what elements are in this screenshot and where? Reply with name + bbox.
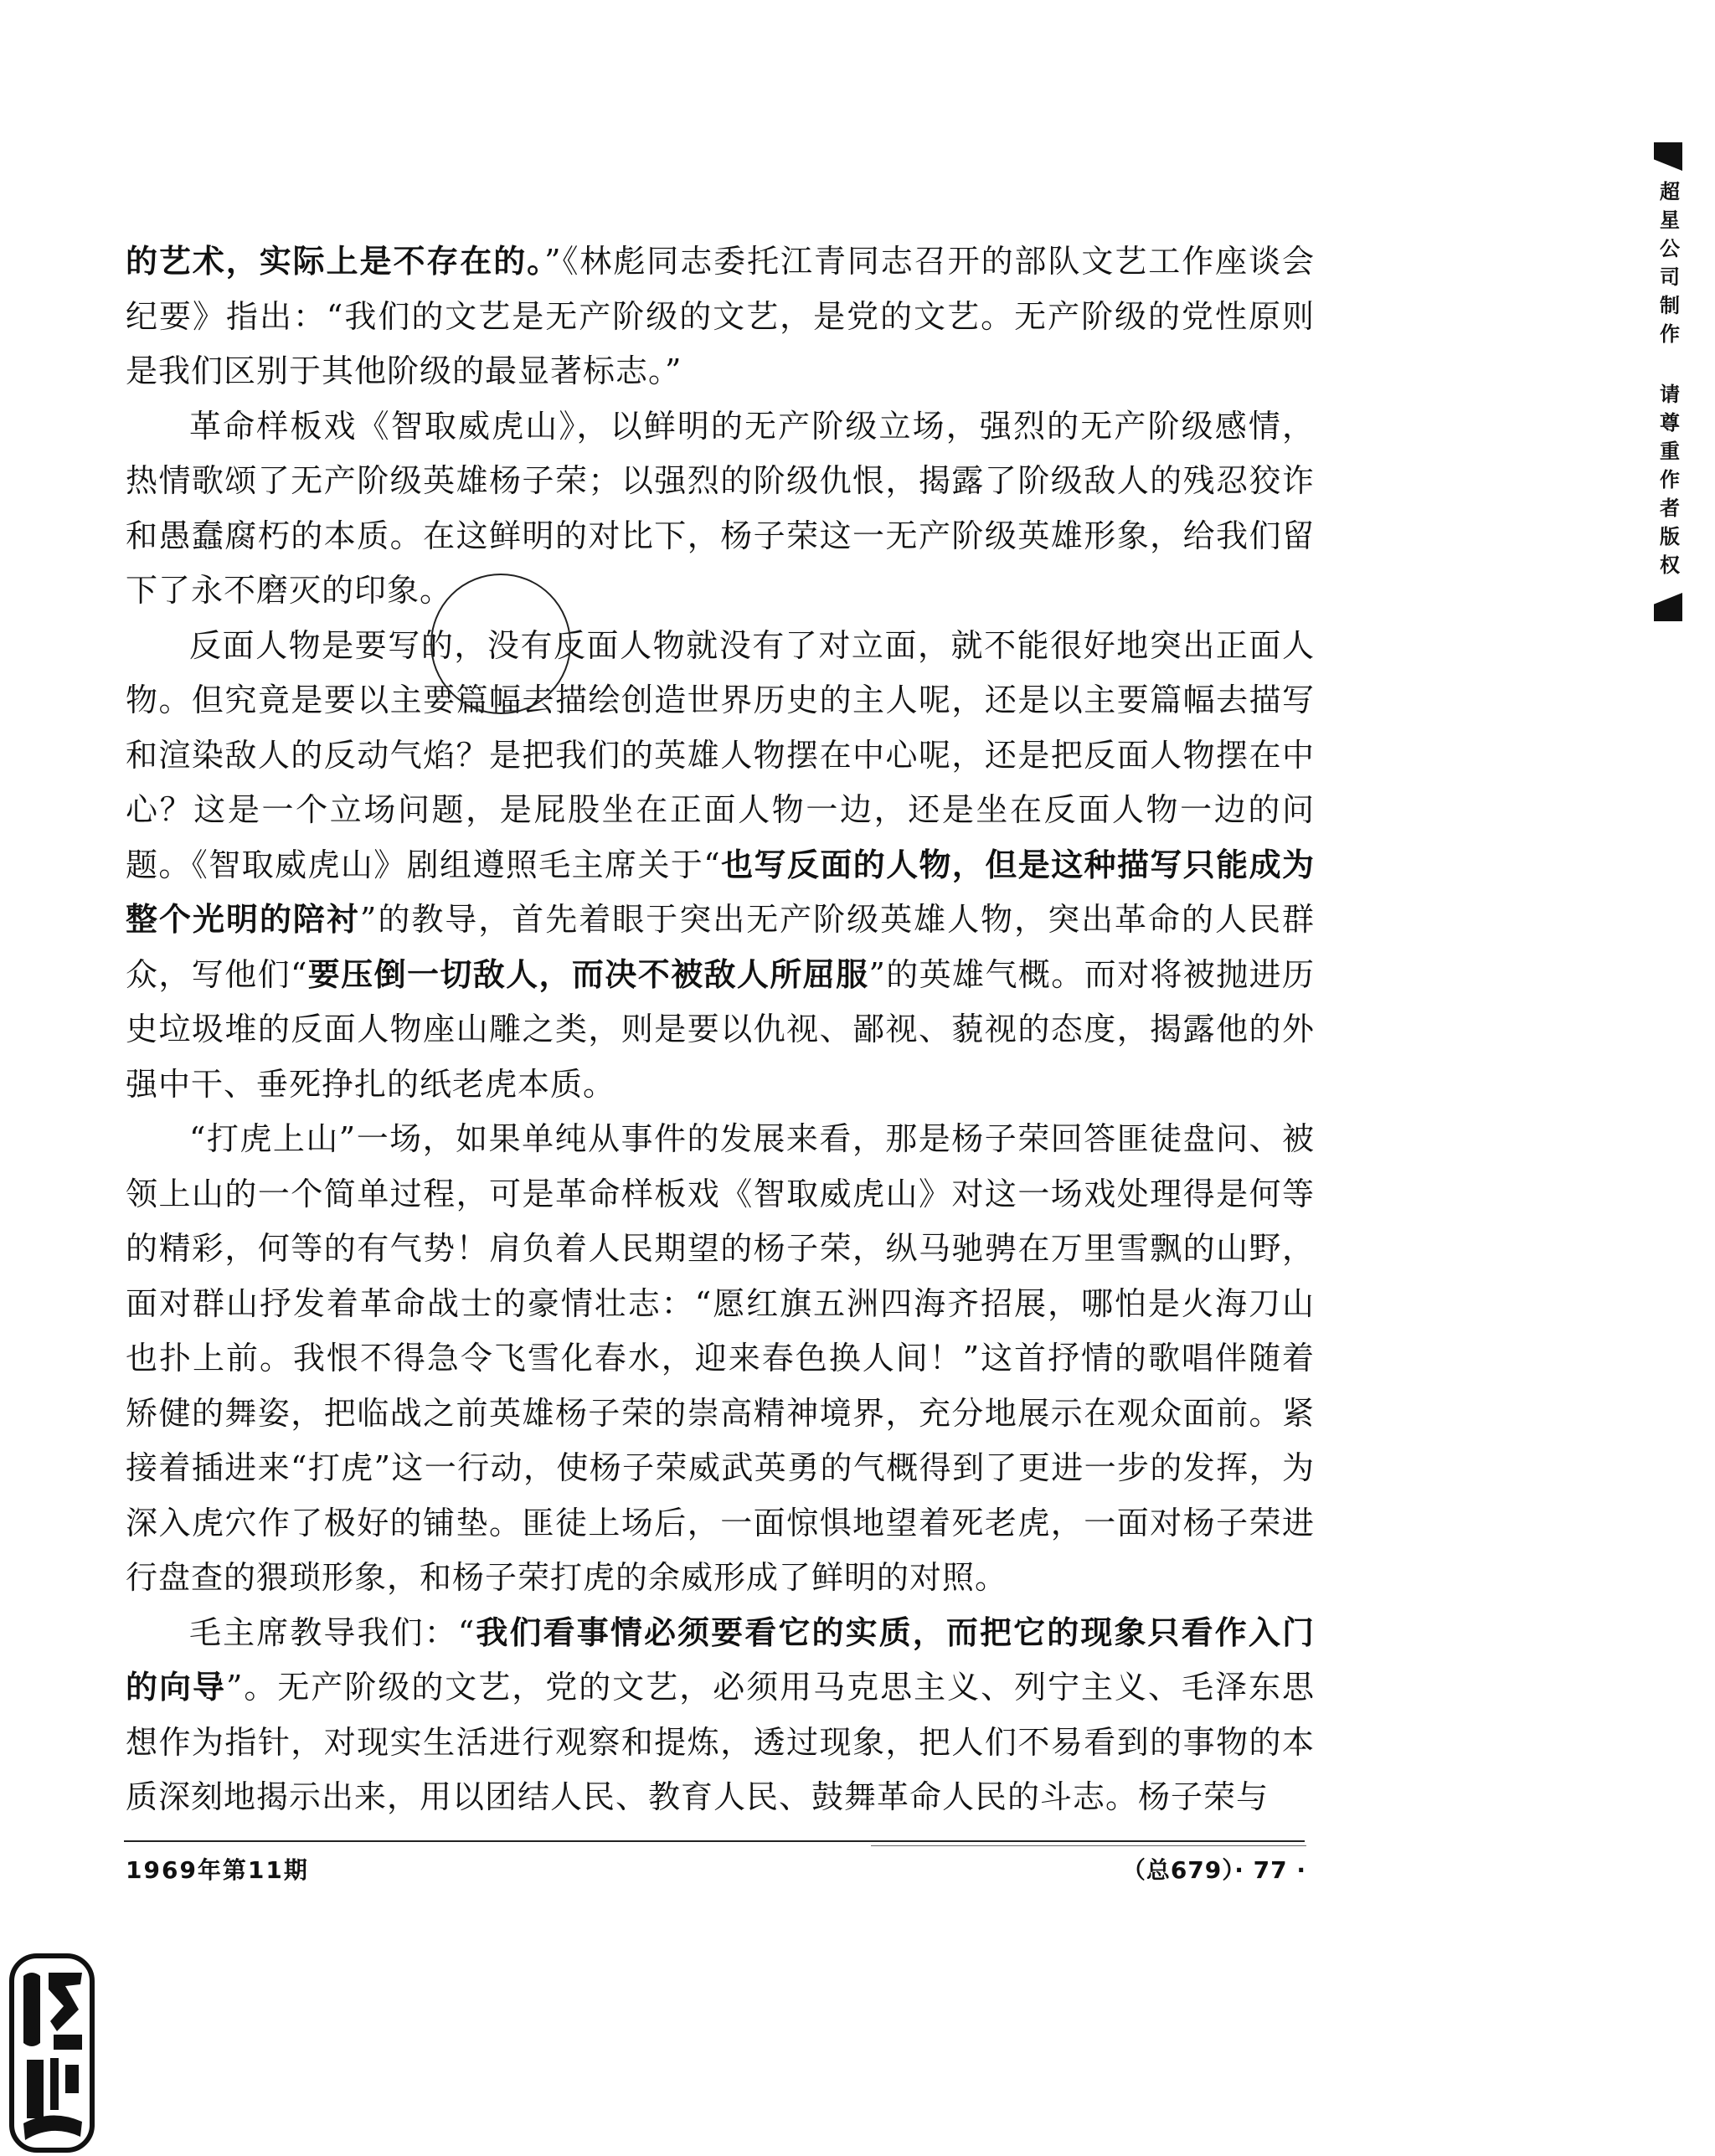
text-run: “打虎上山”一场，如果单纯从事件的发展来看，那是杨子荣回答匪徒盘问、被领上山的一个简单过程，可是革命样板戏《智取威虎山》对这一场戏处理得是何等的精彩，何等的有气势！肩负着人民期望的杨子荣，纵马驰骋在万里雪飘的山野，面对群山抒发着革命战士的豪情壮志：“愿红旗五洲四海齐招展，哪怕是火海刀山也扑上前。我恨不得急令飞雪化春水，迎来春色换人间！”这首抒情的歌唱伴随着矫健的舞姿，把临战之前英雄杨子荣的崇高精神境界，充分地展示在观众面前。紧接着插进来“打虎”这一行动，使杨子荣威武英勇的气概得到了更进一步的发挥，为深入虎穴作了极好的铺垫。匪徒上场后，一面惊惧地望着死老虎，一面对杨子荣进行盘查的猥琐形象，和杨子荣打虎的余威形成了鲜明的对照。	[126, 1120, 1315, 1596]
text-run: ”的教导，首先着眼于突出无产阶级英雄人物，突出革命的人民群众，写他们“	[126, 901, 1315, 993]
emphasized-quote: 我们看事情必须要看它的实质，而把它的现象只看作入门的向导	[126, 1613, 1315, 1706]
page-number: （总679）· 77 ·	[1121, 1856, 1306, 1884]
emphasized-quote: 要压倒一切敌人，而决不被敌人所屈服	[307, 955, 869, 993]
paragraph	[126, 1112, 1315, 1606]
body-text	[126, 234, 1315, 1825]
paragraph	[126, 399, 1315, 619]
paragraph	[126, 234, 1315, 399]
text-run: ”。无产阶级的文艺，党的文艺，必须用马克思主义、列宁主义、毛泽东思想作为指针，对现实生活进行观察和提炼，透过现象，把人们不易看到的事物的本质深刻地揭示出来，用以团结人民、教育人民、鼓舞革命人民的斗志。杨子荣与	[126, 1669, 1315, 1815]
watermark-bar-bottom	[1654, 593, 1682, 621]
paragraph	[126, 619, 1315, 1113]
emphasized-quote: 的艺术，实际上是不存在的。	[126, 243, 545, 280]
footer-rule	[124, 1840, 1305, 1842]
watermark-text: 超星公司制作 请尊重作者版权	[1656, 181, 1680, 583]
text-run: 毛主席教导我们：“	[189, 1613, 476, 1651]
footer-rule-secondary	[871, 1845, 1306, 1846]
paragraph	[126, 1606, 1315, 1825]
watermark-bar-top	[1654, 142, 1682, 171]
emphasized-quote: 也写反面的人物，但是这种描写只能成为整个光明的陪衬	[126, 846, 1315, 938]
issue-label: 1969年第11期	[126, 1856, 309, 1884]
watermark-strip	[1651, 142, 1685, 621]
text-run: 革命样板戏《智取威虎山》，以鲜明的无产阶级立场，强烈的无产阶级感情，热情歌颂了无产阶级英雄杨子荣；以强烈的阶级仇恨，揭露了阶级敌人的残忍狡诈和愚蠢腐朽的本质。在这鲜明的对比下，杨子荣这一无产阶级英雄形象，给我们留下了永不磨灭的印象。	[126, 407, 1315, 609]
seal-stamp-icon	[7, 1951, 97, 2156]
text-run: 反面人物是要写的，没有反面人物就没有了对立面，就不能很好地突出正面人物。但究竟是要以主要篇幅去描绘创造世界历史的主人呢，还是以主要篇幅去描写和渲染敌人的反动气焰？是把我们的英雄人物摆在中心呢，还是把反面人物摆在中心？这是一个立场问题，是屁股坐在正面人物一边，还是坐在反面人物一边的问题。《智取威虎山》剧组遵照毛主席关于“	[126, 626, 1315, 883]
hand-drawn-circle-mark	[430, 574, 571, 714]
text-run: ”《林彪同志委托江青同志召开的部队文艺工作座谈会纪要》指出：“我们的文艺是无产阶级的文艺，是党的文艺。无产阶级的党性原则是我们区别于其他阶级的最显著标志。”	[126, 243, 1315, 389]
text-run: ”的英雄气概。而对将被抛进历史垃圾堆的反面人物座山雕之类，则是要以仇视、鄙视、藐视的态度，揭露他的外强中干、垂死挣扎的纸老虎本质。	[126, 955, 1315, 1103]
